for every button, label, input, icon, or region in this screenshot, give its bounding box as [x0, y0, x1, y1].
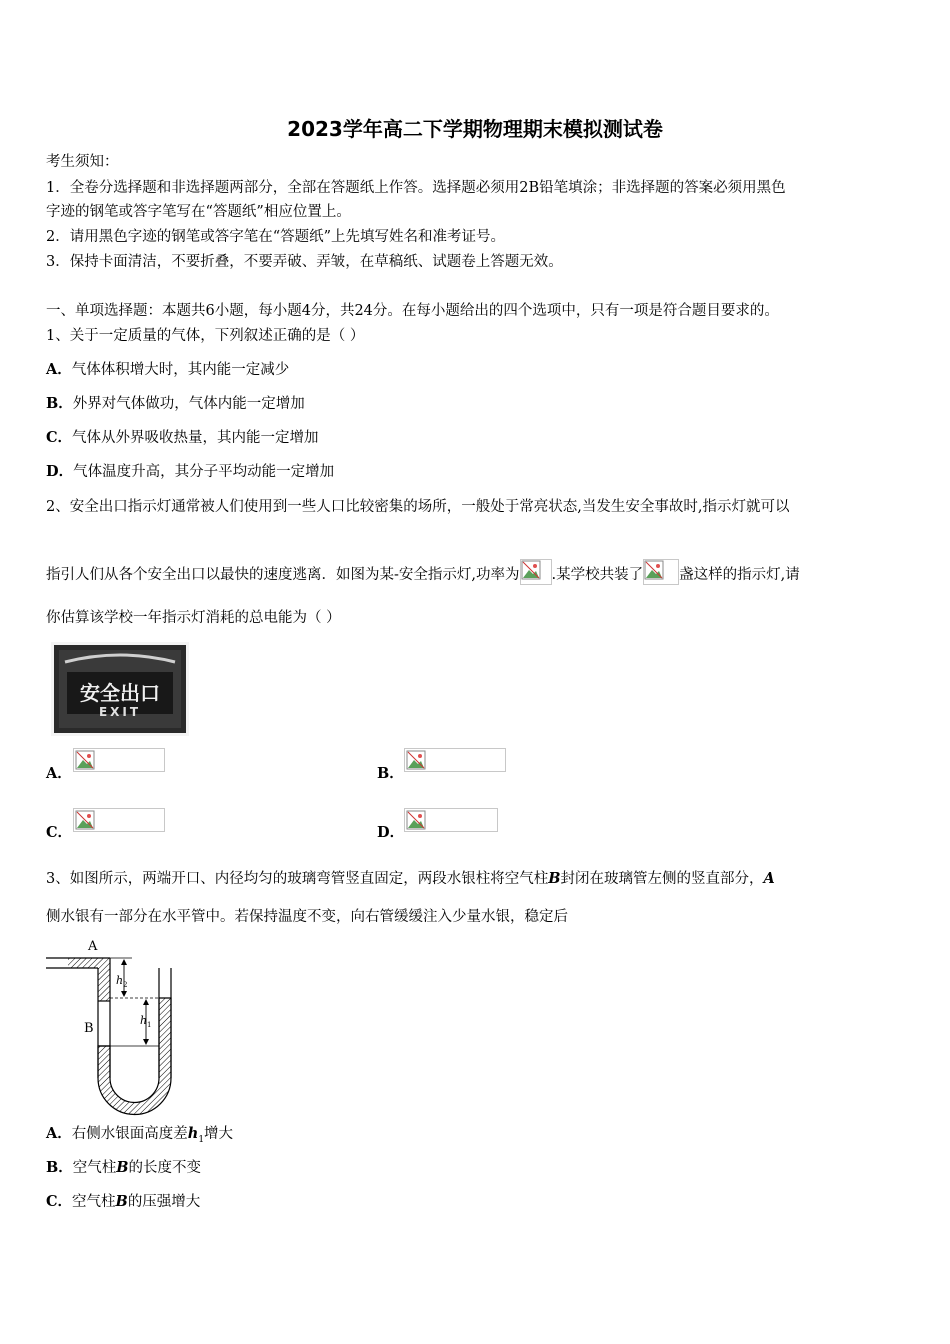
broken-image-icon: [643, 559, 679, 585]
q3-text-part-1: 3、如图所示，两端开口、内径均匀的玻璃弯管竖直固定，两段水银柱将空气柱: [46, 871, 549, 887]
sign-text-cn: 安全出口: [80, 681, 160, 705]
q3-line-2: 侧水银有一部分在水平管中。若保持温度不变，向右管缓缓注入少量水银，稳定后: [46, 909, 568, 925]
fig-label-b: B: [84, 1021, 94, 1036]
q3-var-a: A: [763, 870, 775, 887]
option-text: 的压强增大: [127, 1194, 201, 1210]
option-var-sub: 1: [198, 1134, 205, 1145]
q3-text-part-2: 封闭在玻璃管左侧的竖直部分，: [560, 871, 764, 887]
page-title: 2023学年高二下学期物理期末模拟测试卷: [287, 117, 663, 141]
q2-text-part-3: 盏这样的指示灯,请: [679, 567, 800, 583]
q2-option-a: [46, 764, 72, 784]
broken-image-icon: [73, 808, 165, 832]
option-text: 气体从外界吸收热量，其内能一定增加: [72, 430, 319, 446]
option-var: B: [116, 1159, 129, 1176]
fig-label-h2: h: [116, 974, 124, 987]
q3-option-a: [46, 1124, 233, 1150]
q2-text-part-1: 指引人们从各个安全出口以最快的速度逃离．如图为某-安全指示灯,功率为: [46, 567, 520, 583]
notice-item-1-line-2: 字迹的钢笔或答字笔写在“答题纸”相应位置上。: [46, 204, 351, 220]
q2-option-d: [377, 823, 404, 843]
sign-text-en: EXIT: [98, 705, 142, 719]
notice-heading: 考生须知：: [46, 154, 119, 170]
option-label: B．: [46, 1159, 73, 1176]
broken-image-icon: [404, 808, 498, 832]
q3-option-c: [46, 1192, 200, 1212]
q2-line-2: [46, 559, 800, 585]
option-label: B．: [46, 395, 73, 412]
u-tube-diagram: [44, 938, 184, 1123]
option-label: C．: [46, 824, 73, 841]
q2-option-c: [46, 823, 72, 843]
broken-image-icon: [404, 748, 506, 772]
broken-image-icon: [73, 748, 165, 772]
option-label: A．: [46, 1125, 72, 1142]
notice-item-1-line-1: 1．全卷分选择题和非选择题两部分，全部在答题纸上作答。选择题必须用2B铅笔填涂；非选择题的答案必须用黑色: [46, 180, 786, 196]
option-text: 空气柱: [72, 1194, 116, 1210]
option-var: h: [187, 1125, 199, 1142]
option-label: B．: [377, 765, 404, 782]
option-text: 气体温度升高，其分子平均动能一定增加: [73, 464, 335, 480]
option-label: A．: [46, 765, 72, 782]
q1-option-c: [46, 428, 319, 448]
option-label: A．: [46, 361, 72, 378]
q1-option-b: [46, 394, 305, 414]
option-label: C．: [46, 1193, 73, 1210]
option-text: 的长度不变: [128, 1160, 202, 1176]
notice-item-2: 2．请用黑色字迹的钢笔或答字笔在“答题纸”上先填写姓名和准考证号。: [46, 229, 506, 245]
q2-text-part-2: .某学校共装了: [551, 567, 644, 583]
fig-label-h1: h: [140, 1014, 148, 1027]
option-text: 外界对气体做功，气体内能一定增加: [72, 396, 305, 412]
option-label: C．: [46, 429, 73, 446]
fig-label-h2-sub: 2: [123, 981, 128, 989]
q1-option-d: [46, 462, 334, 482]
fig-label-a: A: [88, 939, 98, 954]
q2-line-1: 2、安全出口指示灯通常被人们使用到一些人口比较密集的场所，一般处于常亮状态,当发生安全事故时,指示灯就可以: [46, 499, 790, 515]
section-heading: 一、单项选择题：本题共6小题，每小题4分，共24分。在每小题给出的四个选项中，只有一项是符合题目要求的。: [46, 303, 779, 319]
option-label: D．: [377, 824, 405, 841]
option-text: 气体体积增大时，其内能一定减少: [71, 362, 290, 378]
broken-image-icon: [520, 559, 552, 585]
option-var: B: [115, 1193, 128, 1210]
q2-line-3: 你估算该学校一年指示灯消耗的总电能为（ ）: [46, 610, 341, 626]
q3-var-b: B: [548, 870, 561, 887]
q2-option-b: [377, 764, 404, 784]
option-text: 空气柱: [72, 1160, 117, 1176]
q3-line-1: [46, 869, 775, 889]
notice-item-3: 3．保持卡面清洁，不要折叠，不要弄破、弄皱，在草稿纸、试题卷上答题无效。: [46, 254, 563, 270]
q3-option-b: [46, 1158, 201, 1178]
option-label: D．: [46, 463, 74, 480]
option-text: 右侧水银面高度差: [71, 1126, 188, 1142]
fig-label-h1-sub: 1: [147, 1021, 152, 1029]
q1-option-a: [46, 360, 289, 380]
q1-stem: 1、关于一定质量的气体，下列叙述正确的是（ ）: [46, 328, 365, 344]
option-text: 增大: [204, 1126, 234, 1142]
exit-sign-image: [51, 642, 189, 736]
